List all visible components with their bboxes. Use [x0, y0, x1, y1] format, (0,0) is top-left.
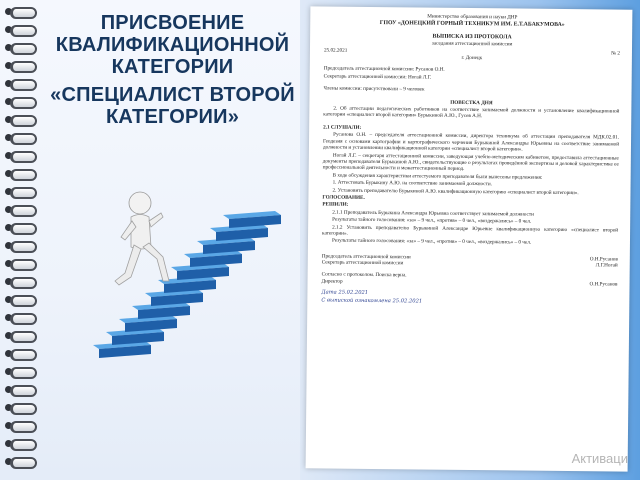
- doc-proposal-1: 1. Аттестовать Бурыкину А.Ю. на соответствие занимаемой должности.: [332, 179, 492, 188]
- doc-voting-title: ГОЛОСОВАНИЕ.: [322, 194, 365, 201]
- slide-title: [50, 12, 295, 128]
- doc-number: № 2: [611, 50, 620, 57]
- doc-subheading: заседания аттестационной комиссии: [431, 40, 513, 48]
- doc-agenda-title: ПОВЕСТКА ДНЯ: [450, 99, 493, 106]
- spiral-ring: [4, 258, 34, 269]
- doc-institution: ГПОУ «ДОНЕЦКИЙ ГОРНЫЙ ТЕХНИКУМ ИМ. Е.Т.АБАКУМОВА»: [379, 20, 565, 29]
- spiral-ring: [4, 168, 34, 179]
- spiral-ring: [4, 384, 34, 395]
- spiral-ring: [4, 294, 34, 305]
- spiral-ring: [4, 78, 34, 89]
- spiral-ring: [4, 150, 34, 161]
- spiral-ring: [4, 132, 34, 143]
- doc-chair: Председатель аттестационной комиссии: Русанов О.Н.: [323, 65, 445, 74]
- stairs-illustration: [85, 185, 285, 360]
- doc-sign-chair-label: Председатель аттестационной комиссии: [321, 253, 411, 261]
- spiral-binding: [4, 6, 38, 476]
- doc-proposal-2: 2. Установить преподавателю Бурыкиной А.Ю. квалификационную категорию «специалист второй категории».: [332, 187, 579, 196]
- spiral-ring: [4, 348, 34, 359]
- climbing-person-figure: [115, 192, 169, 285]
- doc-sign-secretary-label: Секретарь аттестационной комиссии: [321, 259, 404, 267]
- spiral-ring: [4, 114, 34, 125]
- doc-date-line: Дата 25.02.2021: [321, 289, 369, 297]
- protocol-document: [306, 6, 633, 471]
- spiral-ring: [4, 42, 34, 53]
- spiral-ring: [4, 420, 34, 431]
- spiral-ring: [4, 456, 34, 467]
- doc-decided-title: РЕШИЛИ:: [322, 201, 349, 209]
- doc-sign-chair-name: О.Н.Русанов: [589, 256, 618, 263]
- spiral-ring: [4, 276, 34, 287]
- spiral-ring: [4, 330, 34, 341]
- spiral-ring: [4, 438, 34, 449]
- doc-date: 25.02.2021: [323, 47, 348, 54]
- stair-steps: [93, 211, 281, 358]
- doc-copy-correct: Согласно с протоколом. Поиска верна.: [321, 271, 407, 278]
- spiral-ring: [4, 204, 34, 215]
- spiral-ring: [4, 402, 34, 413]
- doc-decision-1: 2.1.1 Преподаватель Бурыкина Александра Юрьевна соответствует занимаемой должности: [332, 209, 534, 218]
- doc-sign-secretary-name: Л.Г.Ногай: [595, 262, 618, 269]
- doc-heading: ВЫПИСКА ИЗ ПРОТОКОЛА: [432, 33, 512, 41]
- doc-heard-text-2: Ногай Л.Г. – секретаря аттестационной комиссии, заведующая учебно-методическим кабинетом, предоставила аттестационные документы преподавателя Бурыкиной А.Ю., свидетельствующие о результатах проведённой экспертизы и деловой характеристике ее профессиональной деятельности и межаттестационный период.: [322, 152, 619, 173]
- doc-heard-text-3: В ходе обсуждения характеристики аттестуемого преподавателя были вынесены предложения:: [332, 172, 543, 181]
- doc-ministry: Министерство образования и науки ДНР: [427, 13, 518, 21]
- doc-heard-text-1: Русанова О.Н. – председателя аттестационной комиссии, директора техникума об аттестации преподавателя МДК.02.01. Геодезия с основами картографии и картографического черчения Бурыкиной Александры Юрьевны на соответствие занимаемой должности и установлении квалификационной категории «специалист второй категории».: [322, 131, 620, 153]
- activation-watermark: Активаци: [571, 451, 628, 466]
- spiral-ring: [4, 222, 34, 233]
- doc-director-name: О.Н.Русанов: [589, 281, 618, 288]
- spiral-ring: [4, 96, 34, 107]
- doc-secretary: Секретарь аттестационной комиссии: Ногай Л.Г.: [323, 73, 432, 81]
- doc-decision-2: 2.1.2 Установить преподавателю Бурыкиной Александре Юрьевне квалификационную категорию «специалист второй категории».: [322, 224, 619, 237]
- doc-agenda-text: 2. Об аттестации педагогических работников на соответствие занимаемой должности и установление квалификационной категории «специалист второй категории» Бурыкиной А.Ю., Гусев А.Н.: [323, 105, 620, 120]
- doc-handwritten-note: С выпиской ознакомлена 25.02.2021: [321, 297, 423, 305]
- doc-director-label: Директор: [321, 278, 343, 285]
- spiral-ring: [4, 6, 34, 17]
- doc-vote-2: Результаты тайного голосования: «за» – 9 чел., «против» – 0 чел., «воздержались» – 0 чел.: [331, 237, 532, 247]
- doc-heard-title: 2.1 СЛУШАЛИ:: [323, 124, 362, 131]
- doc-members: Члены комиссии: присутствовали – 9 человек: [323, 85, 425, 93]
- doc-city: г. Донецк: [461, 54, 483, 62]
- spiral-ring: [4, 312, 34, 323]
- doc-vote-1: Результаты тайного голосования: «за» – 9 чел., «против» – 0 чел., «воздержались» – 0 чел.: [332, 216, 532, 225]
- spiral-ring: [4, 366, 34, 377]
- title-line-2: «СПЕЦИАЛИСТ ВТОРОЙ КАТЕГОРИИ»: [50, 84, 295, 128]
- spiral-ring: [4, 240, 34, 251]
- spiral-ring: [4, 186, 34, 197]
- spiral-ring: [4, 24, 34, 35]
- title-line-1: ПРИСВОЕНИЕ КВАЛИФИКАЦИОННОЙ КАТЕГОРИИ: [55, 12, 290, 78]
- spiral-ring: [4, 60, 34, 71]
